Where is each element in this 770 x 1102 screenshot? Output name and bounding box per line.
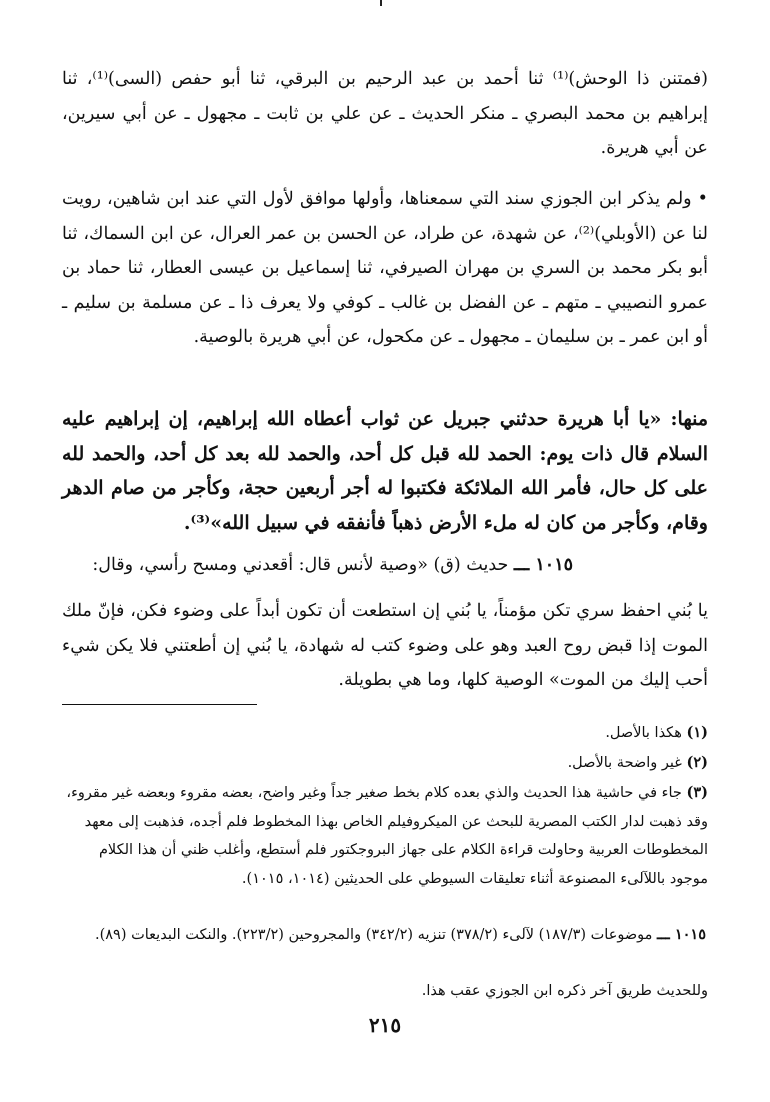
footnote-item: [62, 719, 708, 749]
paragraph-wasiyya: [62, 594, 708, 700]
paragraph-isnad-1: [62, 62, 708, 168]
footnote-number: ١٠١٥ ـــ: [657, 926, 706, 943]
footnote-item: [62, 921, 708, 977]
hadith-heading-1015: [62, 548, 708, 588]
footnote-number: (١): [686, 724, 708, 741]
footnotes: [62, 719, 708, 1011]
footnote-item: [62, 749, 708, 779]
footnote-item: [62, 977, 708, 1011]
footnote-text: هكذا بالأصل.: [605, 725, 682, 741]
top-mark: [380, 0, 382, 6]
paragraph-hadith-text: [62, 402, 708, 542]
paragraph-text: منها: «يا أبا هريرة حدثني جبريل عن ثواب أعطاه الله إبراهيم، إن إبراهيم عليه السلام قال ذات يوم: الحمد لله قبل كل أحد، والحمد لله بعد كل أحد، والحمد لله على كل حال، فأمر الله الملائكة فكتبوا له أجر أربعين حجة، وكأجر من صام الدهر وقام، وكأجر من كان له ملء الأرض ذهباً فأنفقه في سبيل الله»⁽³⁾.: [62, 408, 708, 534]
footnote-text: موضوعات (١٨٧/٣) لآلىء (٣٧٨/٢) تنزيه (٣٤٢/٢) والمجروحين (٢٢٣/٢). والنكت البديعات (٨٩).: [94, 927, 653, 943]
paragraph-text: يا بُني احفظ سري تكن مؤمناً، يا بُني إن استطعت أن تكون أبداً على وضوء فكن، فإنّ ملك الموت إذا قبض روح العبد وهو على وضوء كتب له شهادة، يا بُني إن أطعتني فلا يكن شيء أحب إليك من الموت» الوصية كلها، وما هي بطويلة.: [62, 601, 708, 690]
footnote-divider: [62, 704, 257, 705]
hadith-number: ١٠١٥ ـــ: [513, 555, 573, 575]
footnote-text: جاء في حاشية هذا الحديث والذي بعده كلام بخط صغير جداً وغير واضح، بعضه مقروء وبعضه غير مقروء، وقد ذهبت لدار الكتب المصرية للبحث عن الميكروفيلم الخاص بهذا المخطوط فلم أجده، فذهبت إلى معهد المخطوطات العربية وحاولت قراءة الكلام على جهاز البروجكتور فلم أستطع، وأغلب ظني أن هذا الكلام موجود باللآلىء المصنوعة أثناء تعليقات السيوطي على الحديثين (١٠١٤، ١٠١٥).: [66, 785, 708, 887]
footnote-item: [62, 779, 708, 921]
paragraph-isnad-2: [62, 182, 708, 390]
footnote-number: (٢): [686, 754, 708, 771]
footnote-number: (٣): [686, 784, 708, 801]
page-number: ٢١٥: [368, 1013, 402, 1037]
paragraph-text: • ولم يذكر ابن الجوزي سند التي سمعناها، وأولها موافق لأول التي عند ابن شاهين، رويت لنا عن (الأوبلي)⁽²⁾، عن شهدة، عن طراد، عن الحسن بن عمر العرال، عن ابن السماك، ثنا أبو بكر محمد بن السري بن مهران الصيرفي، ثنا إسماعيل بن عيسى العطار، ثنا حماد بن عمرو النصيبي ـ متهم ـ عن الفضل بن غالب ـ كوفي ولا يعرف ذا ـ عن مسلمة بن سليم ـ أو ابن عمر ـ بن سليمان ـ مجهول ـ عن مكحول، عن أبي هريرة بالوصية.: [62, 189, 708, 347]
paragraph-text: (فمتنن ذا الوحش)⁽¹⁾ ثنا أحمد بن عبد الرحيم بن البرقي، ثنا أبو حفص (السى)⁽¹⁾، ثنا إبراهيم بن محمد البصري ـ منكر الحديث ـ عن علي بن ثابت ـ مجهول ـ عن أبي سيرين، عن أبي هريرة.: [62, 69, 708, 158]
footnote-text: غير واضحة بالأصل.: [567, 755, 682, 771]
footnote-text: وللحديث طريق آخر ذكره ابن الجوزي عقب هذا.: [421, 983, 708, 999]
hadith-heading-text: حديث (ق) «وصية لأنس قال: أقعدني ومسح رأسي، وقال:: [92, 555, 509, 575]
